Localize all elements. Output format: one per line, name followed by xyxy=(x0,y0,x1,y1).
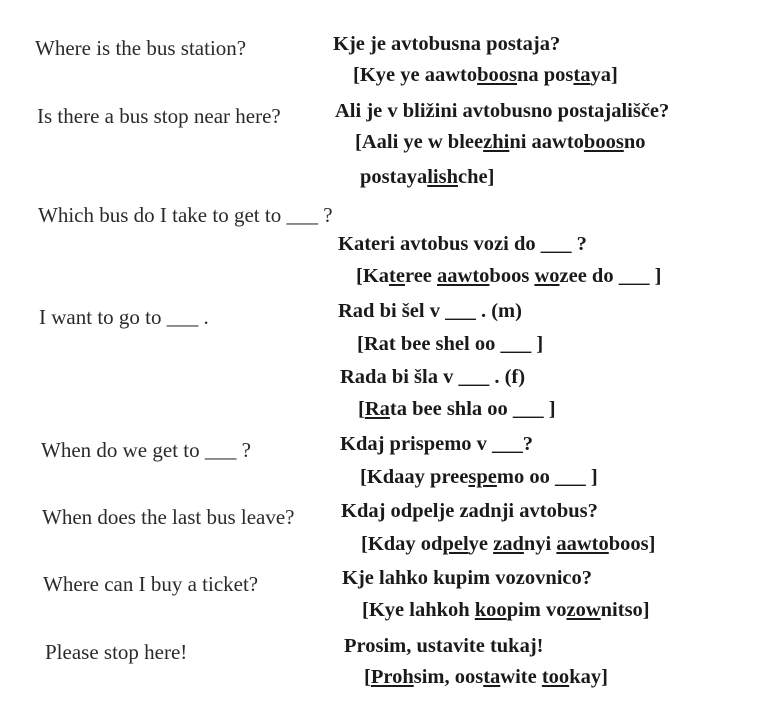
stressed-syllable: too xyxy=(541,666,570,688)
pronunciation xyxy=(361,533,655,556)
pronunciation-text: che] xyxy=(458,166,495,188)
pronunciation xyxy=(362,599,650,622)
pronunciation xyxy=(360,166,494,189)
stressed-syllable: lish xyxy=(427,166,458,188)
pronunciation-text: [ xyxy=(358,398,365,420)
pronunciation-text: [Kye ye aawto xyxy=(353,64,478,86)
slovene-phrase-masculine: Rad bi šel v ___ . (m) xyxy=(338,300,522,322)
pronunciation-text: nyi xyxy=(523,533,557,555)
english-phrase: When does the last bus leave? xyxy=(42,505,295,529)
stressed-syllable: wo xyxy=(534,265,560,287)
pronunciation-text: postaya xyxy=(360,166,428,188)
english-phrase: Is there a bus stop near here? xyxy=(37,104,281,128)
pronunciation-text: [Aali ye w blee xyxy=(355,131,484,153)
pronunciation-text: ree xyxy=(404,265,438,287)
pronunciation-text: [Rat bee shel oo ___ ] xyxy=(357,333,544,355)
slovene-phrase: Ali je v bližini avtobusno postajališče? xyxy=(335,100,670,122)
stressed-syllable: zad xyxy=(493,533,524,555)
pronunciation-text: zee do ___ ] xyxy=(559,265,662,287)
pronunciation-text: nitso] xyxy=(600,599,650,621)
stressed-syllable: Proh xyxy=(370,666,414,688)
stressed-syllable: pel xyxy=(442,533,469,555)
slovene-phrase: Kdaj odpelje zadnji avtobus? xyxy=(341,500,598,522)
pronunciation-masculine xyxy=(357,333,543,356)
stressed-syllable: boos xyxy=(477,64,517,86)
pronunciation-text: [ xyxy=(364,666,371,688)
english-phrase: When do we get to ___ ? xyxy=(41,438,251,462)
slovene-phrase: Kateri avtobus vozi do ___ ? xyxy=(338,233,587,255)
stressed-syllable: zhi xyxy=(483,131,510,153)
pronunciation-text: boos] xyxy=(608,533,656,555)
pronunciation-feminine xyxy=(358,398,556,421)
slovene-phrase-feminine: Rada bi šla v ___ . (f) xyxy=(340,366,526,388)
stressed-syllable: te xyxy=(389,265,405,287)
pronunciation-text: wite xyxy=(500,666,542,688)
stressed-syllable: koo xyxy=(474,599,507,621)
english-phrase: Where can I buy a ticket? xyxy=(43,572,259,596)
stressed-syllable: aawto xyxy=(437,265,490,287)
slovene-phrase: Prosim, ustavite tukaj! xyxy=(344,635,544,657)
pronunciation xyxy=(355,131,645,154)
pronunciation xyxy=(353,64,618,87)
pronunciation-text: ye xyxy=(468,533,494,555)
pronunciation-text: na pos xyxy=(517,64,574,86)
stressed-syllable: aawto xyxy=(556,533,609,555)
pronunciation-text: boos xyxy=(489,265,535,287)
pronunciation xyxy=(356,265,661,288)
pronunciation-text: sim, oos xyxy=(413,666,484,688)
pronunciation-text: ya] xyxy=(590,64,618,86)
pronunciation-text: [Kye lahkoh xyxy=(362,599,475,621)
pronunciation-text: [Kday od xyxy=(361,533,443,555)
stressed-syllable: Ra xyxy=(364,398,390,420)
stressed-syllable: ta xyxy=(573,64,591,86)
stressed-syllable: spe xyxy=(468,466,497,488)
english-phrase: Where is the bus station? xyxy=(35,36,247,60)
english-phrase: Please stop here! xyxy=(45,640,188,664)
pronunciation-text: no xyxy=(623,131,646,153)
pronunciation-text: kay] xyxy=(569,666,608,688)
slovene-phrase: Kdaj prispemo v ___? xyxy=(340,433,534,455)
pronunciation xyxy=(364,666,608,689)
pronunciation-text: [Kdaay pree xyxy=(360,466,469,488)
pronunciation xyxy=(360,466,598,489)
pronunciation-text: pim vo xyxy=(506,599,567,621)
pronunciation-text: mo oo ___ ] xyxy=(496,466,598,488)
english-phrase: I want to go to ___ . xyxy=(39,305,209,329)
stressed-syllable: ta xyxy=(483,666,501,688)
stressed-syllable: boos xyxy=(583,131,624,153)
pronunciation-text: ta bee shla oo ___ ] xyxy=(389,398,556,420)
english-phrase: Which bus do I take to get to ___ ? xyxy=(38,203,333,227)
pronunciation-text: ni aawto xyxy=(509,131,584,153)
slovene-phrase: Kje je avtobusna postaja? xyxy=(333,33,561,55)
pronunciation-text: [Ka xyxy=(356,265,390,287)
stressed-syllable: zow xyxy=(566,599,601,621)
slovene-phrase: Kje lahko kupim vozovnico? xyxy=(342,567,593,589)
